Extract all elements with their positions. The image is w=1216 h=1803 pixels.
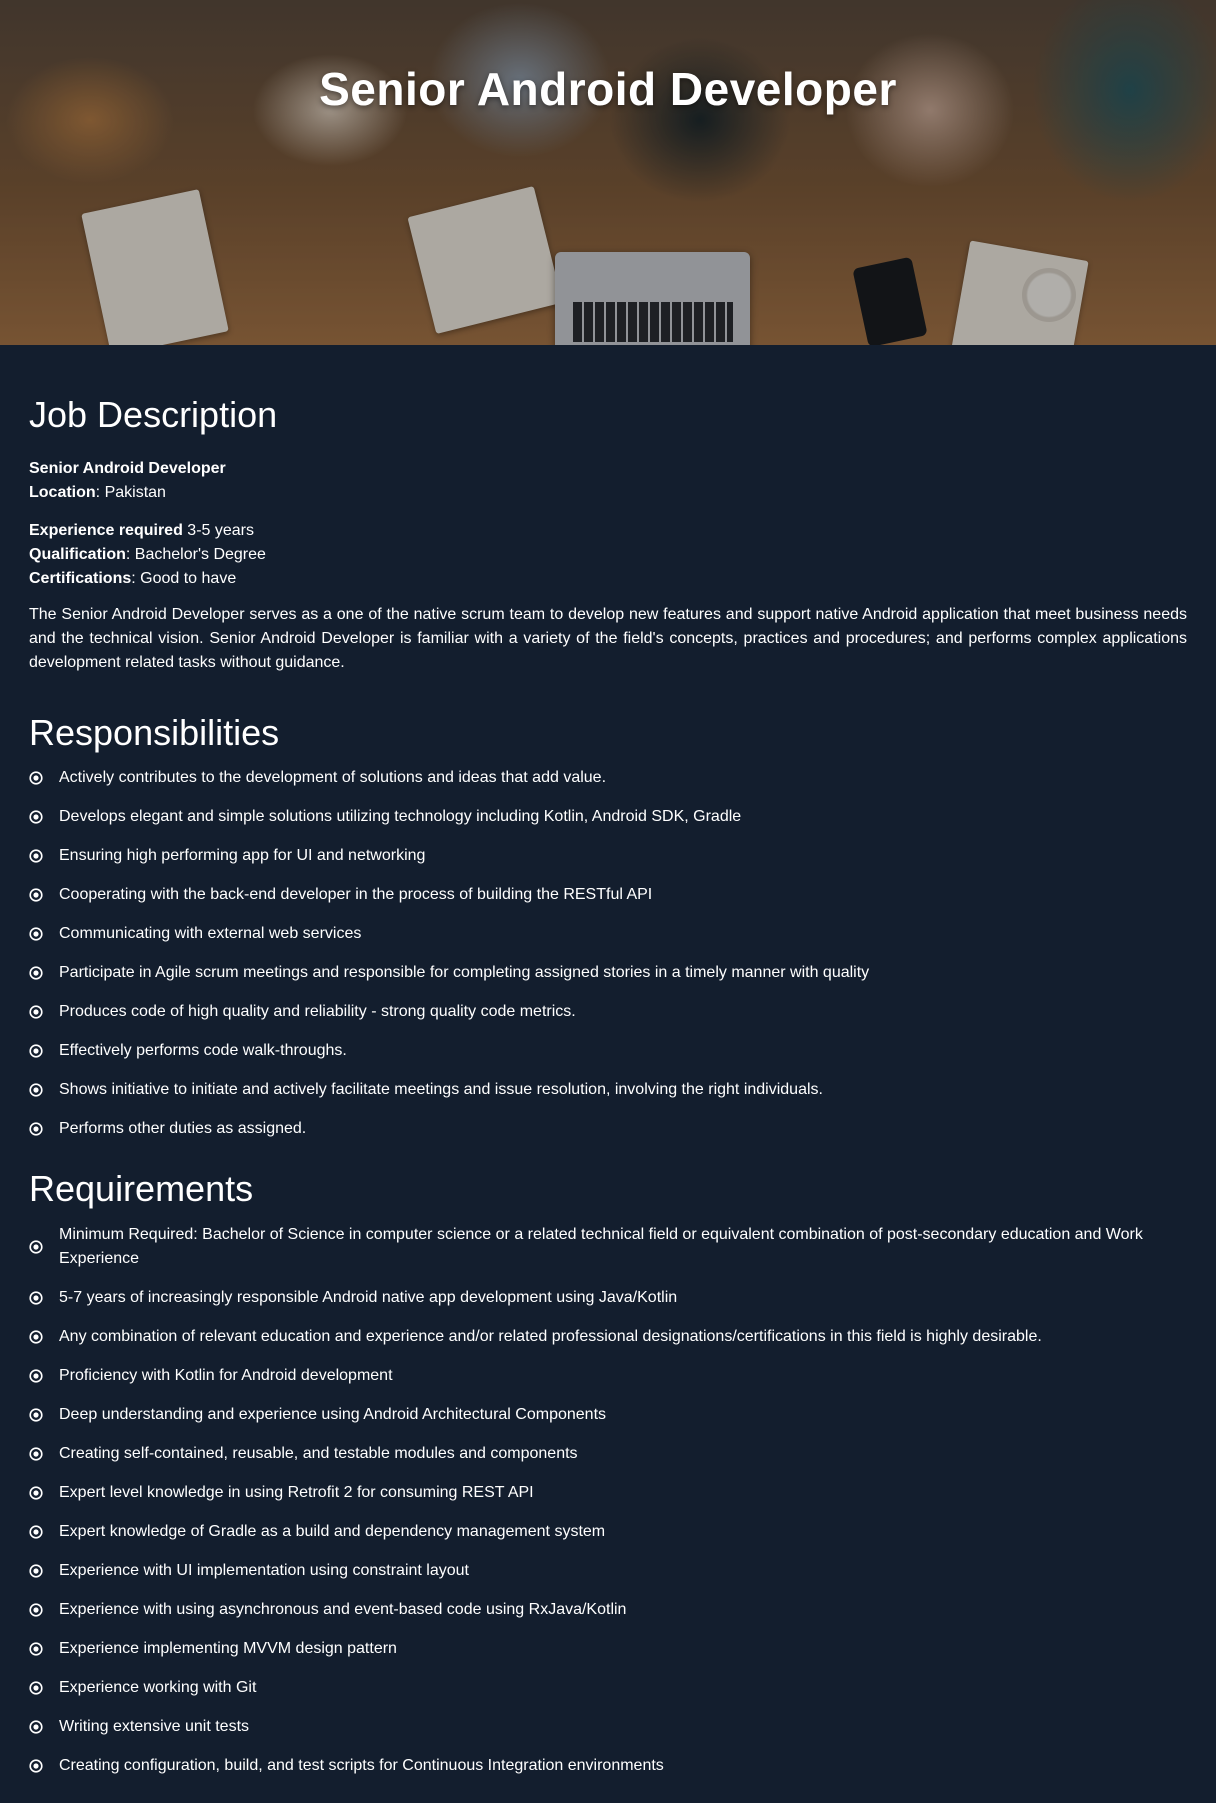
certifications-label: Certifications bbox=[29, 569, 132, 587]
list-item bbox=[29, 1520, 1187, 1544]
list-item-text: Expert knowledge of Gradle as a build and dependency management system bbox=[59, 1522, 606, 1540]
job-summary: The Senior Android Developer serves as a one of the native scrum team to develop new features and support native Android application that meet business needs and the technical vision. Senior Android Developer is familiar with a variety of the field's concepts, practices and procedures; and performs complex applications development related tasks without guidance. bbox=[29, 605, 1187, 671]
list-item-text: Cooperating with the back-end developer in the process of building the RESTful API bbox=[59, 886, 653, 904]
circle-dot-bullet-icon bbox=[29, 1291, 43, 1305]
list-item bbox=[29, 1598, 1187, 1622]
experience-label: Experience required bbox=[29, 521, 183, 539]
list-item-text: Deep understanding and experience using Android Architectural Components bbox=[59, 1405, 607, 1423]
role-title: Senior Android Developer bbox=[29, 459, 226, 477]
circle-dot-bullet-icon bbox=[29, 1447, 43, 1461]
responsibilities-heading: Responsibilities bbox=[29, 711, 280, 753]
list-item-text: Experience with UI implementation using constraint layout bbox=[59, 1561, 469, 1579]
circle-dot-bullet-icon bbox=[29, 810, 43, 824]
list-item-text: Any combination of relevant education and experience and/or related professional designations/certifications in this field is highly desirable. bbox=[59, 1327, 1042, 1345]
list-item bbox=[29, 1403, 1187, 1427]
circle-dot-bullet-icon bbox=[29, 849, 43, 863]
certifications-value: : Good to have bbox=[131, 569, 237, 587]
list-item bbox=[29, 844, 1187, 868]
list-item bbox=[29, 1325, 1187, 1349]
circle-dot-bullet-icon bbox=[29, 888, 43, 902]
location-value: : Pakistan bbox=[95, 483, 166, 501]
experience-value: 3-5 years bbox=[182, 521, 254, 539]
list-item bbox=[29, 1676, 1187, 1700]
list-item bbox=[29, 1637, 1187, 1661]
list-item bbox=[29, 1754, 1187, 1778]
circle-dot-bullet-icon bbox=[29, 1642, 43, 1656]
list-item-text: 5-7 years of increasingly responsible Android native app development using Java/Kotlin bbox=[59, 1288, 678, 1306]
list-item-text: Proficiency with Kotlin for Android development bbox=[59, 1366, 393, 1384]
list-item-text: Actively contributes to the development of solutions and ideas that add value. bbox=[59, 769, 607, 787]
list-item-text: Writing extensive unit tests bbox=[59, 1717, 250, 1735]
list-item-text: Expert level knowledge in using Retrofit 2 for consuming REST API bbox=[59, 1483, 534, 1501]
circle-dot-bullet-icon bbox=[29, 1408, 43, 1422]
list-item-text: Participate in Agile scrum meetings and responsible for completing assigned stories in a timely manner with quality bbox=[59, 964, 870, 982]
list-item bbox=[29, 766, 1187, 790]
list-item bbox=[29, 1559, 1187, 1583]
list-item bbox=[29, 1442, 1187, 1466]
list-item-text: Develops elegant and simple solutions utilizing technology including Kotlin, Android SDK, Gradle bbox=[59, 808, 742, 826]
job-description-heading: Job Description bbox=[29, 394, 278, 435]
list-item bbox=[29, 961, 1187, 985]
circle-dot-bullet-icon bbox=[29, 1044, 43, 1058]
list-item-text: Experience implementing MVVM design pattern bbox=[59, 1639, 397, 1657]
list-item bbox=[29, 922, 1187, 946]
circle-dot-bullet-icon bbox=[29, 1330, 43, 1344]
circle-dot-bullet-icon bbox=[29, 966, 43, 980]
circle-dot-bullet-icon bbox=[29, 1525, 43, 1539]
circle-dot-bullet-icon bbox=[29, 1005, 43, 1019]
page-title: Senior Android Developer bbox=[319, 63, 897, 115]
list-item bbox=[29, 1715, 1187, 1739]
circle-dot-bullet-icon bbox=[29, 1759, 43, 1773]
requirements-heading: Requirements bbox=[29, 1168, 254, 1210]
list-item bbox=[29, 883, 1187, 907]
circle-dot-bullet-icon bbox=[29, 1369, 43, 1383]
requirements-summary bbox=[29, 519, 1187, 591]
role-info bbox=[29, 457, 1187, 505]
circle-dot-bullet-icon bbox=[29, 1681, 43, 1695]
list-item-text: Minimum Required: Bachelor of Science in computer science or a related technical field or equivalent combination of post-secondary education and Work Experience bbox=[59, 1225, 1143, 1267]
list-item bbox=[29, 1078, 1187, 1102]
list-item bbox=[29, 1223, 1187, 1271]
list-item bbox=[29, 805, 1187, 829]
list-item-text: Creating self-contained, reusable, and testable modules and components bbox=[59, 1444, 578, 1462]
responsibilities-list bbox=[29, 766, 1187, 1141]
list-item-text: Experience working with Git bbox=[59, 1678, 257, 1696]
list-item-text: Performs other duties as assigned. bbox=[59, 1120, 307, 1138]
circle-dot-bullet-icon bbox=[29, 1564, 43, 1578]
requirements-list bbox=[29, 1223, 1187, 1778]
list-item-text: Ensuring high performing app for UI and networking bbox=[59, 847, 426, 865]
list-item bbox=[29, 1000, 1187, 1024]
hero-banner bbox=[0, 0, 1216, 345]
list-item-text: Experience with using asynchronous and event-based code using RxJava/Kotlin bbox=[59, 1600, 627, 1618]
circle-dot-bullet-icon bbox=[29, 1486, 43, 1500]
list-item-text: Shows initiative to initiate and actively facilitate meetings and issue resolution, involving the right individuals. bbox=[59, 1081, 823, 1099]
list-item bbox=[29, 1481, 1187, 1505]
qualification-label: Qualification bbox=[29, 545, 126, 563]
list-item-text: Effectively performs code walk-throughs. bbox=[59, 1042, 347, 1060]
list-item bbox=[29, 1364, 1187, 1388]
list-item-text: Creating configuration, build, and test scripts for Continuous Integration environments bbox=[59, 1756, 664, 1774]
circle-dot-bullet-icon bbox=[29, 1720, 43, 1734]
circle-dot-bullet-icon bbox=[29, 1083, 43, 1097]
circle-dot-bullet-icon bbox=[29, 1240, 43, 1254]
list-item-text: Communicating with external web services bbox=[59, 925, 362, 943]
location-label: Location bbox=[29, 483, 96, 501]
list-item bbox=[29, 1039, 1187, 1063]
circle-dot-bullet-icon bbox=[29, 771, 43, 785]
circle-dot-bullet-icon bbox=[29, 1603, 43, 1617]
qualification-value: : Bachelor's Degree bbox=[125, 545, 266, 563]
circle-dot-bullet-icon bbox=[29, 1122, 43, 1136]
circle-dot-bullet-icon bbox=[29, 927, 43, 941]
list-item bbox=[29, 1286, 1187, 1310]
main-content bbox=[0, 345, 1216, 1778]
list-item-text: Produces code of high quality and reliability - strong quality code metrics. bbox=[59, 1003, 576, 1021]
list-item bbox=[29, 1117, 1187, 1141]
